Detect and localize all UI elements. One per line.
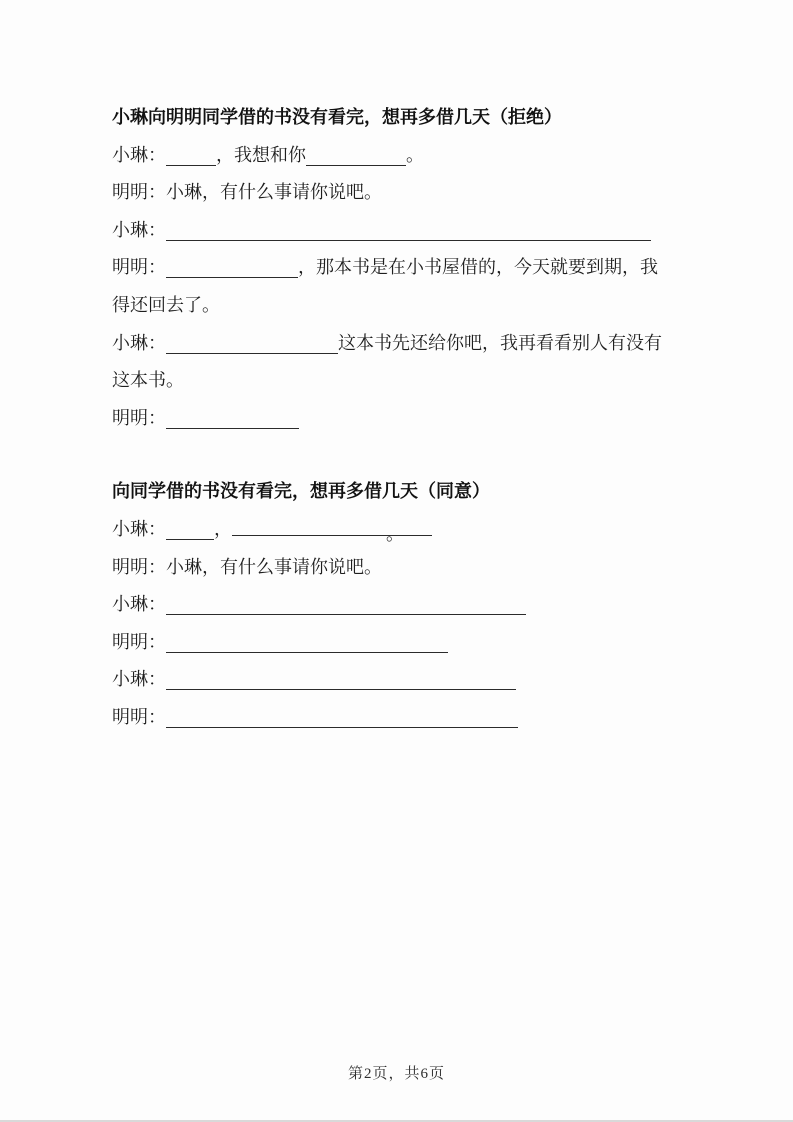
blank-field xyxy=(166,633,448,653)
blank-field xyxy=(166,595,526,615)
dialogue-line xyxy=(112,624,672,662)
dialogue-text: 。 xyxy=(406,144,424,165)
dialogue-line xyxy=(112,212,672,250)
dialogue-text: 明明：小琳，有什么事请你说吧。 xyxy=(112,556,382,577)
dialogue-text: 小琳： xyxy=(112,144,166,165)
dialogue-text: 明明： xyxy=(112,706,166,727)
dialogue-text: ， xyxy=(214,518,232,539)
blank-field xyxy=(166,520,214,540)
dialogue-section xyxy=(112,473,672,736)
blank-field xyxy=(166,708,518,728)
blank-field xyxy=(306,146,406,166)
blank-field xyxy=(166,409,299,429)
dialogue-line xyxy=(112,699,672,737)
dialogue-text: ，那本书是在小书屋借的，今天就要到期，我得还回去了。 xyxy=(112,257,658,315)
dialogue-line xyxy=(112,586,672,624)
dialogue-text: 明明： xyxy=(112,257,166,278)
dialogue-text: 小琳： xyxy=(112,219,166,240)
section-title: 向同学借的书没有看完，想再多借几天（同意） xyxy=(112,481,490,502)
dialogue-text: 明明： xyxy=(112,407,166,428)
dialogue-line xyxy=(112,661,672,699)
blank-field xyxy=(166,334,338,354)
worksheet-content xyxy=(112,99,672,737)
blank-field xyxy=(166,670,516,690)
dialogue-line xyxy=(112,137,672,175)
dialogue-text: 这本书先还给你吧，我再看看别人有没有这本书。 xyxy=(112,332,662,391)
blank-field xyxy=(166,221,651,241)
dialogue-text: 小琳： xyxy=(112,332,166,353)
dialogue-line xyxy=(112,174,672,212)
dialogue-line xyxy=(112,325,672,400)
blank-field: 。 xyxy=(232,516,432,536)
dialogue-line xyxy=(112,249,672,324)
dialogue-text: 明明： xyxy=(112,631,166,652)
page-number-footer: 第2页，共6页 xyxy=(347,1066,445,1082)
dialogue-text: 小琳： xyxy=(112,594,166,615)
dialogue-section xyxy=(112,99,672,437)
dialogue-line xyxy=(112,400,672,438)
dialogue-text: 明明：小琳，有什么事请你说吧。 xyxy=(112,182,382,203)
blank-field xyxy=(166,258,298,278)
dialogue-text: 小琳： xyxy=(112,669,166,690)
dialogue-line xyxy=(112,511,672,549)
dialogue-line xyxy=(112,549,672,587)
section-title: 小琳向明明同学借的书没有看完，想再多借几天（拒绝） xyxy=(112,107,562,127)
dialogue-text: ，我想和你 xyxy=(216,144,306,165)
dialogue-text: 小琳： xyxy=(112,518,166,539)
blank-field xyxy=(166,146,216,166)
